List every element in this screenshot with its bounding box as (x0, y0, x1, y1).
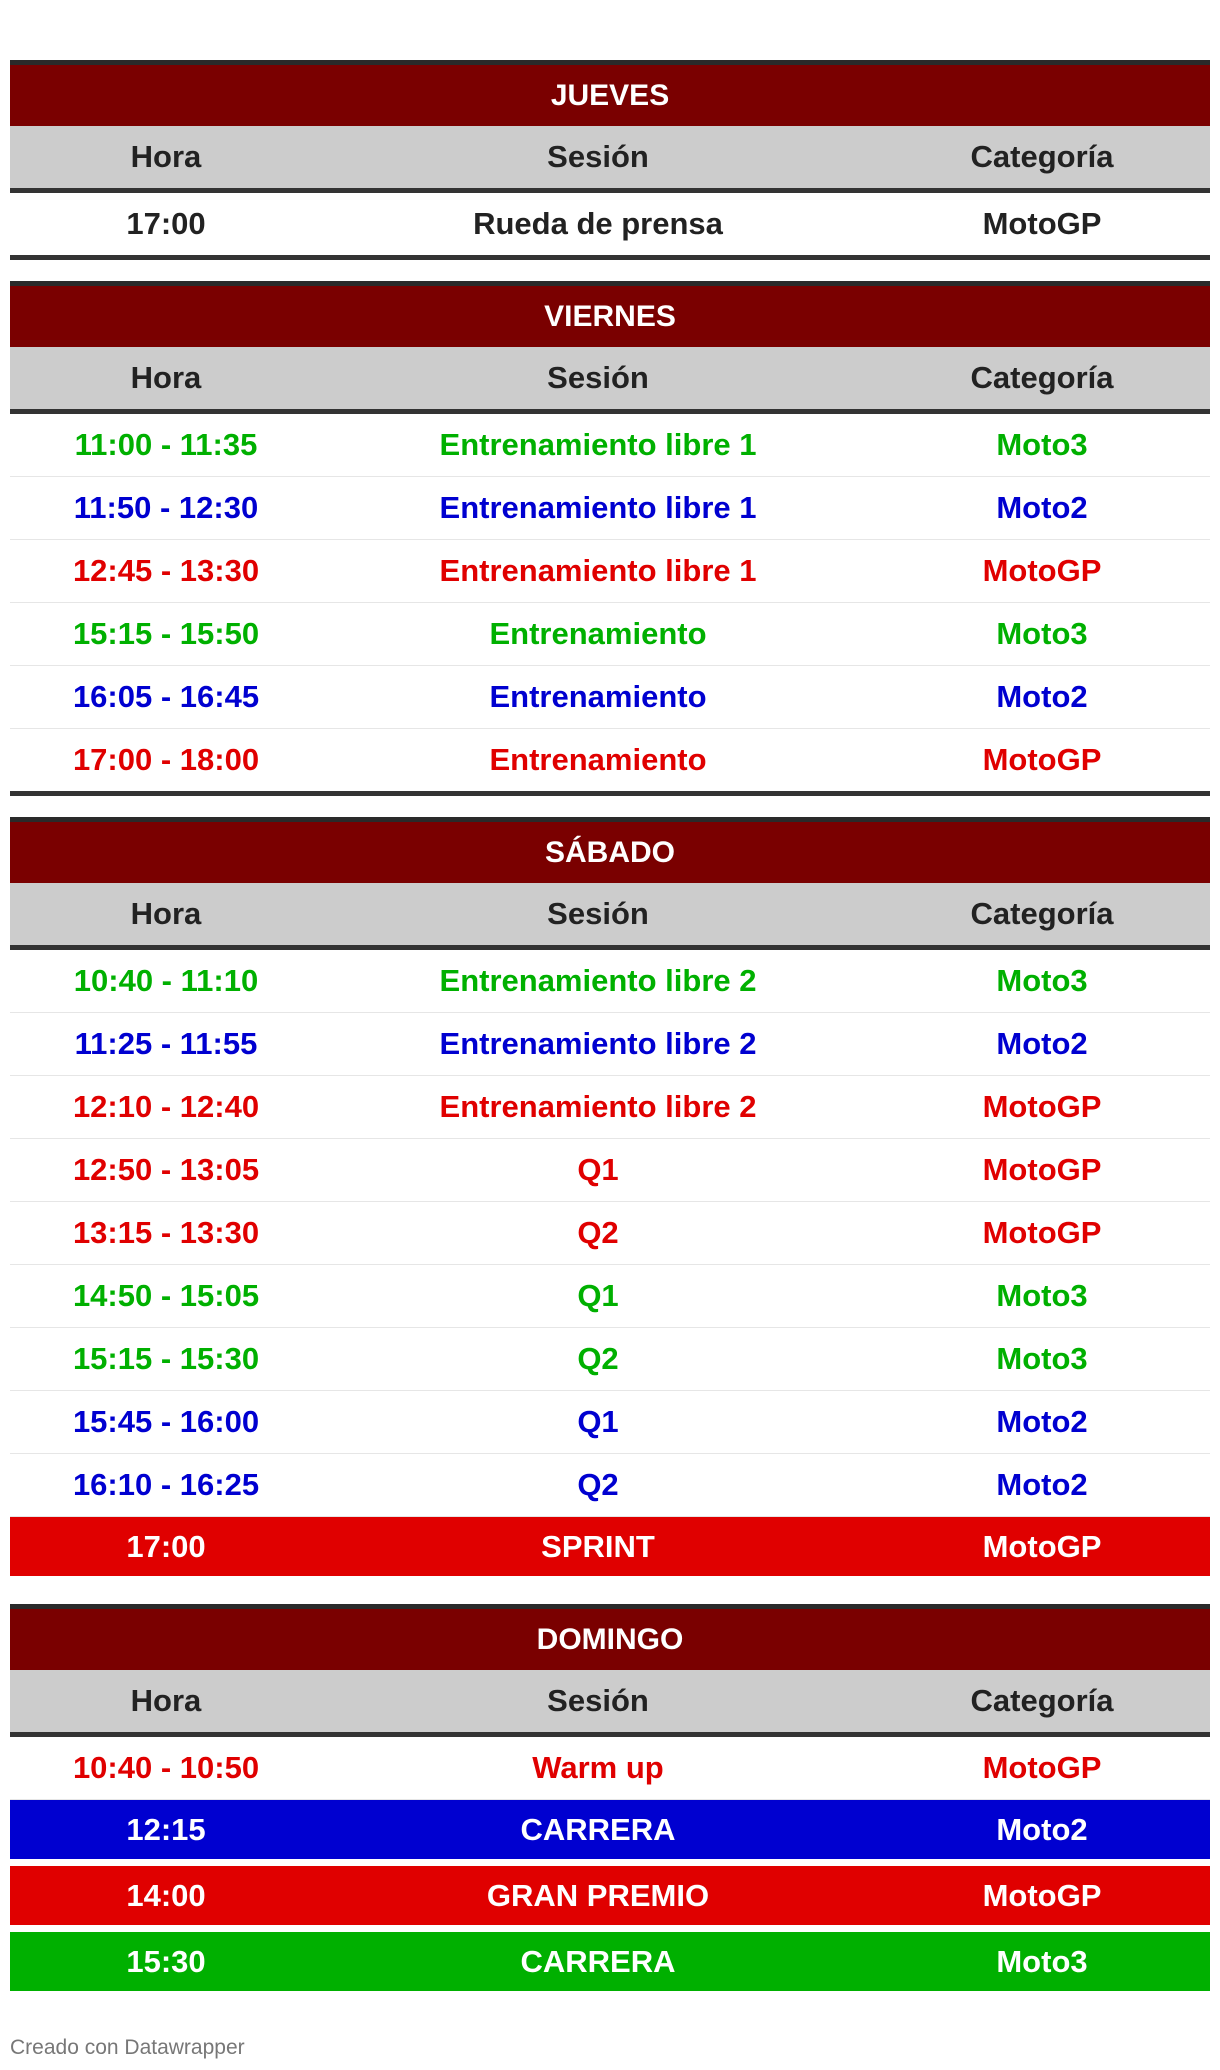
cell-session: Entrenamiento libre 1 (322, 477, 874, 540)
cell-time: 12:45 - 13:30 (10, 540, 322, 603)
table-row (10, 1454, 1210, 1517)
footer-credit: Creado con Datawrapper (10, 2036, 245, 2059)
day-table (10, 60, 1210, 260)
cell-category: Moto2 (874, 477, 1210, 540)
cell-category: MotoGP (874, 540, 1210, 603)
cell-time: 12:15 (10, 1800, 322, 1863)
day-table (10, 1604, 1210, 1998)
day-header-row (10, 284, 1210, 348)
cell-category: MotoGP (874, 1517, 1210, 1580)
cell-time: 12:10 - 12:40 (10, 1076, 322, 1139)
table-row (10, 729, 1210, 794)
table-row (10, 948, 1210, 1013)
column-header-hora: Hora (10, 126, 322, 191)
column-header-row (10, 347, 1210, 412)
cell-time: 16:05 - 16:45 (10, 666, 322, 729)
day-title: DOMINGO (10, 1607, 1210, 1671)
cell-time: 17:00 (10, 1517, 322, 1580)
cell-session: Entrenamiento (322, 666, 874, 729)
cell-category: Moto3 (874, 412, 1210, 477)
cell-category: Moto3 (874, 1265, 1210, 1328)
column-header-sesion: Sesión (322, 347, 874, 412)
cell-session: Warm up (322, 1735, 874, 1800)
cell-session: Q2 (322, 1202, 874, 1265)
table-row (10, 1265, 1210, 1328)
table-spacer (10, 260, 1210, 281)
cell-category: Moto2 (874, 1391, 1210, 1454)
table-row (10, 666, 1210, 729)
table-spacer (10, 1583, 1210, 1604)
table-row (10, 191, 1210, 258)
column-header-categoria: Categoría (874, 1670, 1210, 1735)
table-row (10, 1202, 1210, 1265)
cell-session: Entrenamiento (322, 729, 874, 794)
cell-time: 17:00 (10, 191, 322, 258)
cell-session: CARRERA (322, 1800, 874, 1863)
column-header-sesion: Sesión (322, 1670, 874, 1735)
day-header-row (10, 1607, 1210, 1671)
cell-time: 15:45 - 16:00 (10, 1391, 322, 1454)
cell-session: GRAN PREMIO (322, 1863, 874, 1929)
cell-category: MotoGP (874, 1076, 1210, 1139)
day-title: JUEVES (10, 63, 1210, 127)
table-row (10, 1735, 1210, 1800)
day-header-row (10, 63, 1210, 127)
cell-time: 10:40 - 11:10 (10, 948, 322, 1013)
column-header-sesion: Sesión (322, 126, 874, 191)
cell-category: Moto2 (874, 1800, 1210, 1863)
cell-session: Entrenamiento libre 1 (322, 412, 874, 477)
cell-category: MotoGP (874, 1202, 1210, 1265)
cell-session: Q1 (322, 1391, 874, 1454)
table-row (10, 1517, 1210, 1580)
column-header-categoria: Categoría (874, 126, 1210, 191)
cell-session: Q2 (322, 1454, 874, 1517)
cell-category: Moto3 (874, 1929, 1210, 1995)
table-spacer (10, 796, 1210, 817)
cell-category: Moto2 (874, 666, 1210, 729)
cell-time: 11:25 - 11:55 (10, 1013, 322, 1076)
table-row (10, 1863, 1210, 1929)
cell-category: Moto3 (874, 948, 1210, 1013)
cell-session: Q2 (322, 1328, 874, 1391)
table-row (10, 540, 1210, 603)
cell-category: MotoGP (874, 1139, 1210, 1202)
cell-time: 14:50 - 15:05 (10, 1265, 322, 1328)
table-row (10, 1391, 1210, 1454)
day-title: VIERNES (10, 284, 1210, 348)
cell-session: Entrenamiento (322, 603, 874, 666)
table-row (10, 412, 1210, 477)
day-title: SÁBADO (10, 820, 1210, 884)
cell-category: MotoGP (874, 1735, 1210, 1800)
cell-time: 14:00 (10, 1863, 322, 1929)
cell-time: 11:50 - 12:30 (10, 477, 322, 540)
cell-session: SPRINT (322, 1517, 874, 1580)
column-header-row (10, 1670, 1210, 1735)
cell-time: 10:40 - 10:50 (10, 1735, 322, 1800)
column-header-hora: Hora (10, 347, 322, 412)
cell-session: Entrenamiento libre 2 (322, 948, 874, 1013)
cell-session: Entrenamiento libre 2 (322, 1076, 874, 1139)
cell-session: Entrenamiento libre 1 (322, 540, 874, 603)
cell-session: Q1 (322, 1139, 874, 1202)
cell-category: Moto2 (874, 1013, 1210, 1076)
column-header-row (10, 883, 1210, 948)
column-header-row (10, 126, 1210, 191)
table-row (10, 1139, 1210, 1202)
day-table (10, 817, 1210, 1583)
cell-time: 13:15 - 13:30 (10, 1202, 322, 1265)
cell-session: Q1 (322, 1265, 874, 1328)
cell-category: Moto3 (874, 1328, 1210, 1391)
table-row (10, 1328, 1210, 1391)
schedule (10, 60, 1210, 1998)
cell-category: Moto2 (874, 1454, 1210, 1517)
column-header-hora: Hora (10, 883, 322, 948)
table-row (10, 1013, 1210, 1076)
day-table (10, 281, 1210, 796)
cell-session: Rueda de prensa (322, 191, 874, 258)
cell-time: 17:00 - 18:00 (10, 729, 322, 794)
table-row (10, 477, 1210, 540)
cell-time: 11:00 - 11:35 (10, 412, 322, 477)
cell-time: 12:50 - 13:05 (10, 1139, 322, 1202)
cell-time: 15:15 - 15:50 (10, 603, 322, 666)
cell-category: MotoGP (874, 191, 1210, 258)
table-row (10, 1800, 1210, 1863)
table-row (10, 1929, 1210, 1995)
cell-category: Moto3 (874, 603, 1210, 666)
column-header-categoria: Categoría (874, 883, 1210, 948)
table-row (10, 603, 1210, 666)
cell-session: Entrenamiento libre 2 (322, 1013, 874, 1076)
cell-time: 15:15 - 15:30 (10, 1328, 322, 1391)
cell-category: MotoGP (874, 729, 1210, 794)
cell-time: 15:30 (10, 1929, 322, 1995)
day-header-row (10, 820, 1210, 884)
column-header-categoria: Categoría (874, 347, 1210, 412)
column-header-hora: Hora (10, 1670, 322, 1735)
column-header-sesion: Sesión (322, 883, 874, 948)
cell-time: 16:10 - 16:25 (10, 1454, 322, 1517)
cell-session: CARRERA (322, 1929, 874, 1995)
cell-category: MotoGP (874, 1863, 1210, 1929)
table-row (10, 1076, 1210, 1139)
